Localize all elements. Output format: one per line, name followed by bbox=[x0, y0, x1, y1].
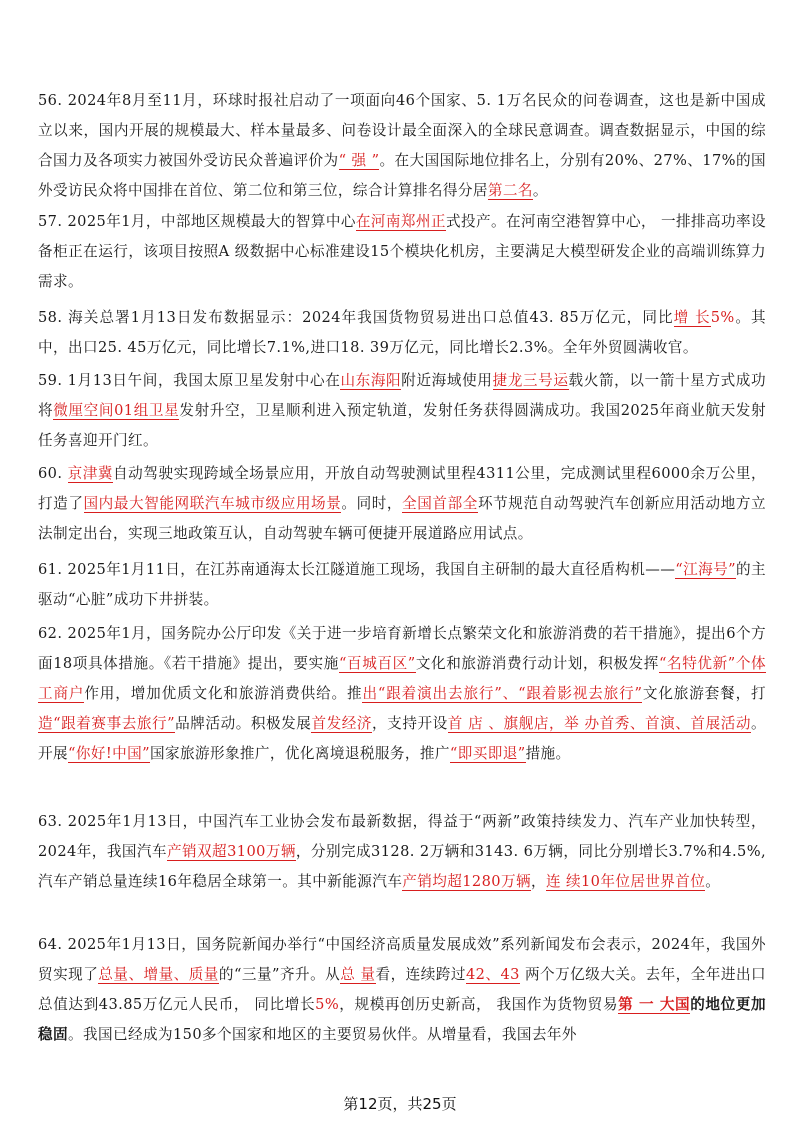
highlight: 出“跟着演出去旅行”、“跟着影视去旅行” bbox=[362, 685, 643, 702]
item-63: 63. 2025年1月13日，中国汽车工业协会发布最新数据，得益于“两新”政策持续发力、汽车产业加快转型，2024年，我国汽车产销双超3100万辆，分别完成3128. 2万辆和3143. 6万辆，同比分别增长3.7%和4.5%,汽车产销总量连续16年稳居全球第一。其中新能源汽车产销均超1280万辆，连 续10年位居世界首位。 bbox=[38, 813, 766, 890]
item-59: 59. 1月13日午间，我国太原卫星发射中心在山东海阳附近海域使用捷龙三号运载火箭，以一箭十星方式成功将微厘空间01组卫星发射升空，卫星顺利进入预定轨道，发射任务获得圆满成功。我国2025年商业航天发射任务喜迎开门红。 bbox=[38, 372, 767, 449]
highlight: “百城百区” bbox=[338, 655, 416, 672]
highlight: 山东海阳 bbox=[340, 372, 402, 389]
page-number: 第12页，共25页 bbox=[343, 1095, 457, 1113]
item-60: 60. 京津冀自动驾驶实现跨域全场景应用，开放自动驾驶测试里程4311公里，完成测试里程6000余万公里，打造了国内最大智能网联汽车城市级应用场景。同时，全国首部全环节规范自动驾驶汽车创新应用活动地方立法制定出台，实现三地政策互认，自动驾驶车辆可便捷开展道路应用试点。 bbox=[38, 465, 767, 542]
highlight: “ 强 ” bbox=[338, 152, 380, 169]
highlight: 产销均超1280万辆 bbox=[402, 873, 531, 890]
highlight: 首 店 、旗舰店，举 办首秀、首演、首展活动 bbox=[447, 715, 752, 732]
highlight: 产销双超3100万辆 bbox=[166, 843, 296, 860]
item-61: 61. 2025年1月11日，在江苏南通海太长江隧道施工现场，我国自主研制的最大直径盾构机——“江海号”的主驱动“心脏”成功下井拼装。 bbox=[38, 561, 766, 608]
highlight: 增 长 bbox=[673, 309, 711, 326]
highlight: “江海号” bbox=[675, 561, 736, 578]
highlight: “你好!中国” bbox=[68, 745, 150, 762]
item-56: 56. 2024年8月至11月，环球时报社启动了一项面向46个国家、5. 1万名民众的问卷调查，这也是新中国成立以来，国内开展的规模最大、样本量最多、问卷设计最全面深入的全球民意调查。调查数据显示，中国的综合国力及各项实力被国外受访民众普遍评价为“ 强 ”。在大国国际地位排名上，分别有20%、27%、17%的国外受访民众将中国排在首位、第二位和第三位，综合计算排名得分居第二名。 bbox=[38, 92, 767, 199]
highlight: 总量、增量、质量 bbox=[98, 966, 219, 983]
highlight: 在河南郑州正 bbox=[355, 213, 446, 230]
highlight: 全国首部全 bbox=[402, 495, 478, 512]
highlight: 捷龙三号运 bbox=[492, 372, 569, 389]
highlight: 造“跟着赛事去旅行” bbox=[38, 715, 176, 732]
red-text: 5% bbox=[315, 996, 340, 1013]
red-text: 5% bbox=[710, 309, 735, 326]
highlight: 京津冀 bbox=[67, 465, 114, 482]
highlight: 42、43 bbox=[465, 966, 520, 983]
highlight: 第二名 bbox=[487, 182, 533, 199]
highlight: 首发经济 bbox=[311, 715, 373, 732]
highlight: 微厘空间01组卫星 bbox=[53, 402, 180, 419]
highlight: 国内最大智能网联汽车城市级应用场景 bbox=[83, 495, 342, 512]
highlight: “名特优新”个体工商户 bbox=[38, 655, 767, 702]
item-57: 57. 2025年1月，中部地区规模最大的智算中心在河南郑州正式投产。在河南空港智算中心， 一排排高功率设备柜正在运行，该项目按照A 级数据中心标准建设15个模块化机房，主要满足大模型研发企业的高端训练算力需求。 bbox=[38, 213, 766, 290]
highlight: 总 量 bbox=[340, 966, 376, 983]
highlight: “即买即退” bbox=[449, 745, 526, 762]
item-64: 64. 2025年1月13日，国务院新闻办举行“中国经济高质量发展成效”系列新闻发布会表示，2024年，我国外贸实现了总量、增量、质量的“三量”齐升。从总 量看，连续跨过42、43 两个万亿级大关。去年，全年进出口总值达到43.85万亿元人民币， 同比增长5%，规模再创历史新高， 我国作为货物贸易第 一 大国的地位更加稳固。我国已经成为150多个国家和地区的主要贸易伙伴。从增量看，我国去年外 bbox=[38, 936, 767, 1043]
item-58: 58. 海关总署1月13日发布数据显示：2024年我国货物贸易进出口总值43. 85万亿元，同比增 长5%。其中，出口25. 45万亿元，同比增长7.1%,进口18. 39万亿元，同比增长2.3%。全年外贸圆满收官。 bbox=[38, 309, 766, 356]
item-62: 62. 2025年1月，国务院办公厅印发《关于进一步培育新增长点繁荣文化和旅游消费的若干措施》，提出6个方面18项具体措施。《若干措施》提出，要实施“百城百区”文化和旅游消费行动计划，积极发挥“名特优新”个体工商户作用，增加优质文化和旅游消费供给。推出“跟着演出去旅行”、“跟着影视去旅行”文化旅游套餐，打造“跟着赛事去旅行”品牌活动。积极发展首发经济，支持开设首 店 、旗舰店，举 办首秀、首演、首展活动。开展“你好!中国”国家旅游形象推广，优化离境退税服务，推广“即买即退”措施。 bbox=[38, 625, 767, 762]
highlight: 连 续10年位居世界首位 bbox=[545, 873, 706, 890]
highlight: 第 一 大国 bbox=[618, 996, 691, 1013]
